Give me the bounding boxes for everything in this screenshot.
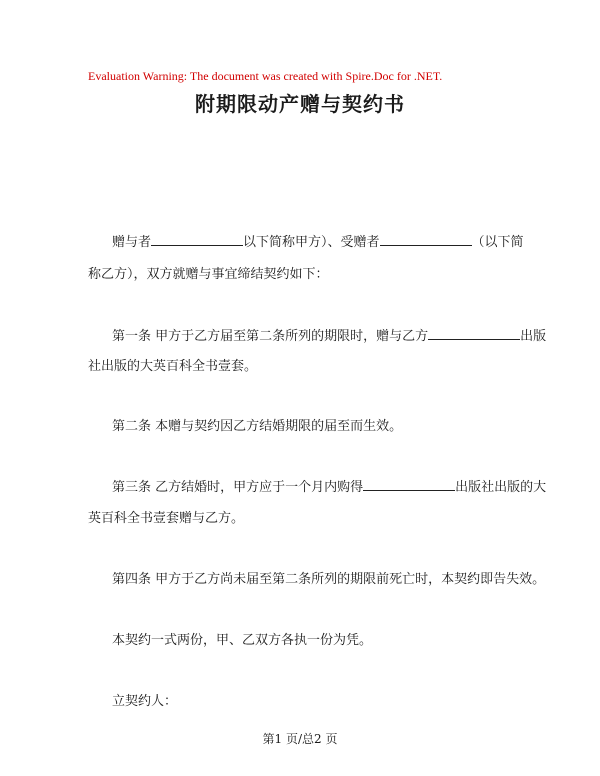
intro-line-1	[112, 231, 524, 250]
donee-blank	[380, 233, 472, 246]
page-footer: 第1 页/总2 页	[262, 732, 338, 746]
article-1-line-1	[112, 325, 546, 344]
article-4: 第四条 甲方于乙方尚未届至第二条所列的期限前死亡时，本契约即告失效。	[112, 572, 546, 587]
publisher-blank-1	[428, 327, 520, 340]
article-3-publisher: 出版社出版的大	[455, 480, 547, 495]
article-3-text: 第三条 乙方结婚时，甲方应于一个月内购得	[112, 480, 364, 495]
article-1-text: 第一条 甲方于乙方届至第二条所列的期限时，赠与乙方	[112, 329, 429, 344]
signer-label: 立契约人：	[112, 694, 178, 709]
article-3-line-2: 英百科全书壹套赠与乙方。	[88, 511, 245, 526]
article-1-publisher: 出版	[520, 329, 547, 344]
intro-abbrev: （以下简	[471, 235, 524, 250]
article-2: 第二条 本赠与契约因乙方结婚期限的届至而生效。	[112, 419, 403, 434]
publisher-blank-2	[363, 478, 455, 491]
copies-clause: 本契约一式两份，甲、乙双方各执一份为凭。	[112, 633, 373, 648]
donor-label: 赠与者	[112, 235, 152, 250]
article-1-line-2: 社出版的大英百科全书壹套。	[88, 359, 258, 374]
article-3-line-1	[112, 476, 546, 495]
intro-line-2: 称乙方），双方就赠与事宜缔结契约如下：	[88, 267, 329, 282]
donee-label: 以下简称甲方）、受赠者	[243, 235, 380, 250]
document-title: 附期限动产赠与契约书	[195, 92, 405, 116]
evaluation-warning: Evaluation Warning: The document was created with Spire.Doc for .NET.	[88, 69, 443, 83]
donor-blank	[151, 233, 243, 246]
